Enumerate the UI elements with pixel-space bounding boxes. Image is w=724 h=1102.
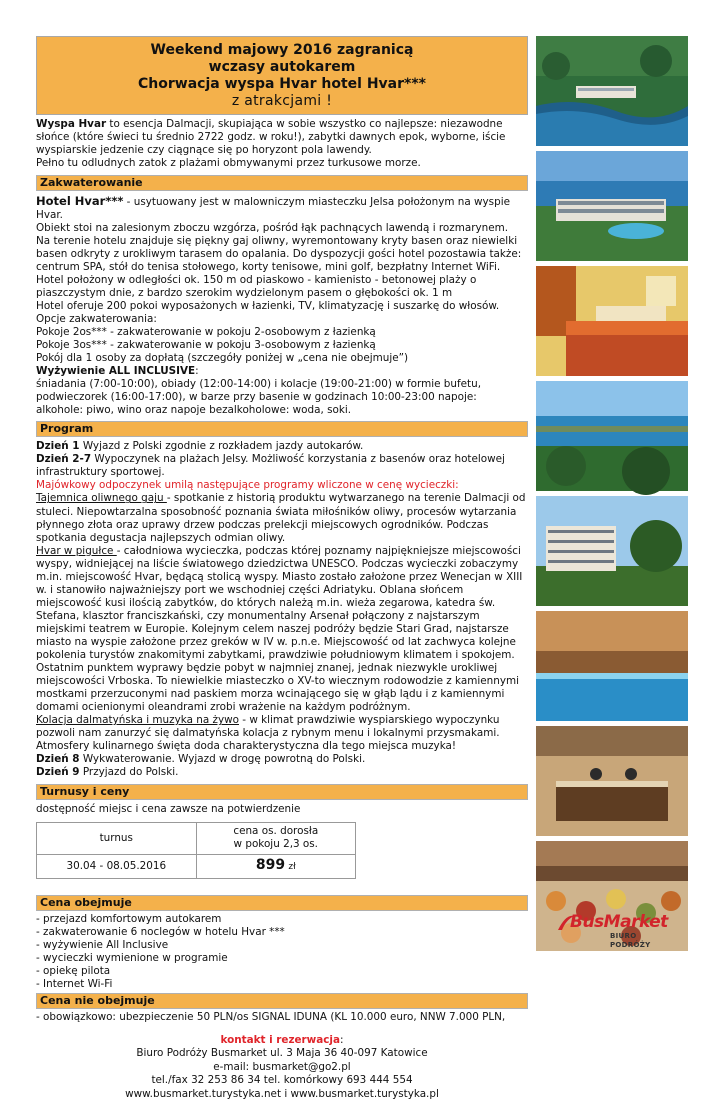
list-item: - Internet Wi-Fi — [36, 977, 113, 990]
day-label: Dzień 1 — [36, 440, 80, 453]
intro-paragraph — [36, 118, 528, 157]
program-heading: Program — [36, 421, 528, 437]
trip-1 — [36, 492, 528, 544]
indoor-pool-image — [536, 611, 688, 721]
accommodation-line: Hotel położony w odległości ok. 150 m od piaskowo - kamienisto - betonowej plaży o piaszczystym dnie, z bardzo szerokim wydzielonym pasem o głębokości ok. 1 m — [36, 273, 477, 299]
hotel-desc: - usytuowany jest w malowniczym miasteczku Jelsa położonym na wyspie Hvar. — [36, 195, 510, 221]
program-day-2-7 — [36, 453, 528, 479]
busmarket-logo — [556, 912, 676, 949]
program-day-8 — [36, 753, 528, 766]
contact-block — [36, 1034, 528, 1102]
trip-title: Tajemnica oliwnego gaju — [36, 492, 167, 505]
accommodation-heading: Zakwaterowanie — [36, 175, 528, 191]
island-aerial-photo — [536, 36, 688, 146]
contact-websites[interactable]: www.busmarket.turystyka.net i www.busmarket.turystyka.pl — [125, 1087, 439, 1100]
title-line-3: Chorwacja wyspa Hvar hotel Hvar*** — [138, 76, 426, 93]
price-table-row — [37, 854, 356, 878]
photo-column — [536, 36, 688, 956]
contact-email[interactable]: e-mail: busmarket@go2.pl — [213, 1060, 351, 1073]
term-cell: 30.04 - 08.05.2016 — [37, 854, 197, 878]
intro-line-2: Pełno tu odludnych zatok z plażami obmywanymi przez turkusowe morze. — [36, 157, 421, 170]
price-value: 899 — [255, 857, 286, 874]
intro-section — [36, 115, 528, 172]
availability-note: dostępność miejsc i cena zawsze na potwierdzenie — [36, 802, 301, 815]
contact-address: Biuro Podróży Busmarket ul. 3 Maja 36 40-097 Katowice — [136, 1047, 428, 1060]
day-text: Wypoczynek na plażach Jelsy. Możliwość korzystania z basenów oraz hotelowej infrastruktury sportowej. — [36, 453, 505, 479]
coast-image — [536, 151, 688, 261]
list-item: - wyżywienie All Inclusive — [36, 938, 169, 951]
trip-2 — [36, 545, 528, 715]
list-item: - obowiązkowo: ubezpieczenie 50 PLN/os SIGNAL IDUNA (KL 10.000 euro, NNW 7.000 PLN, — [36, 1010, 506, 1023]
excludes-heading: Cena nie obejmuje — [36, 993, 528, 1009]
reception-photo — [536, 726, 688, 836]
offer-main-column — [36, 36, 528, 1102]
title-banner — [36, 36, 528, 115]
day-label: Dzień 2-7 — [36, 453, 92, 466]
day-label: Dzień 9 — [36, 766, 80, 779]
day-label: Dzień 8 — [36, 753, 80, 766]
price-header-line-1: cena os. dorosła — [233, 825, 319, 838]
board-line: śniadania (7:00-10:00), obiady (12:00-14:00) i kolacje (19:00-21:00) w formie bufetu, — [36, 378, 481, 391]
title-line-4: z atrakcjami ! — [231, 93, 333, 110]
contact-colon: : — [340, 1033, 344, 1046]
board-line: podwieczorek (16:00-17:00), w barze przy basenie w godzinach 10:00-23:00 napoje: — [36, 391, 477, 404]
prices-section — [36, 800, 528, 881]
accommodation-section — [36, 191, 528, 420]
program-day-9 — [36, 766, 528, 779]
price-table — [36, 822, 356, 879]
accommodation-line: Na terenie hotelu znajduje się piękny gaj oliwny, wyremontowany kryty basen oraz niewielki basen odkryty z urokliwym tarasem do opalania. Do dyspozycji gości hotel pozostawia także: centrum SPA, stół do tenisa stołowego, korty tenisowe, mini golf, bezpłatny Internet WiFi. — [36, 234, 522, 273]
reception-image — [536, 726, 688, 836]
list-item: - opiekę pilota — [36, 964, 111, 977]
intro-text: to esencja Dalmacji, skupiająca w sobie wszystko co najlepsze: niezawodne słońce (które świeci tu średnio 2722 godz. w roku!), zabytki dawnych epok, wyborne, iście wyspiarskie jedzenie czy ciągnące się po horyzont pola lawendy. — [36, 118, 506, 157]
trip-text: - spotkanie z historią produktu wytwarzanego na terenie Dalmacji od stuleci. Niepowtarzalna sposobność poznania świata miłośników oliwy, procesów wytarzania płynnego złota oraz uprawy drzew podczas prelekcji miejscowych ogrodników. Podczas spotkania degustacja najlepszych odmian oliwy. — [36, 492, 526, 544]
hotel-building-photo — [536, 496, 688, 606]
accommodation-line: Pokoje 3os*** - zakwaterowanie w pokoju 3-osobowym z łazienką — [36, 339, 376, 352]
accommodation-line: Obiekt stoi na zalesionym zboczu wzgórza, pośród łąk pachnących lawendą i rozmarynem. — [36, 221, 509, 234]
price-currency: zł — [288, 862, 296, 873]
day-text: Wykwaterowanie. Wyjazd w drogę powrotną do Polski. — [79, 753, 366, 766]
includes-list — [36, 911, 528, 991]
list-item: - wycieczki wymienione w programie — [36, 951, 228, 964]
accommodation-line: Hotel oferuje 200 pokoi wyposażonych w łazienki, TV, klimatyzację i suszarkę do włosów. — [36, 299, 500, 312]
program-day-1 — [36, 440, 528, 453]
trip-text: - w klimat prawdziwie wyspiarskiego wypoczynku pozwoli nam zanurzyć się dalmatyńska kolacja z rybnym menu i lokalnymi przysmakami. — [36, 714, 500, 740]
price-table-header-row — [37, 822, 356, 854]
board-title: Wyżywienie ALL INCLUSIVE: — [36, 365, 199, 378]
list-item: - przejazd komfortowym autokarem — [36, 912, 222, 925]
accommodation-line: Pokój dla 1 osoby za dopłatą (szczegóły poniżej w „cena nie obejmuje”) — [36, 352, 409, 365]
trip-title: Kolacja dalmatyńska i muzyka na żywo — [36, 714, 239, 727]
contact-label-line — [36, 1034, 528, 1048]
board-title-text: Wyżywienie ALL INCLUSIVE — [36, 365, 196, 378]
title-line-1: Weekend majowy 2016 zagranicą — [150, 42, 414, 58]
coast-photo — [536, 151, 688, 261]
sea-view-image — [536, 381, 688, 491]
list-item: - zakwaterowanie 6 noclegów w hotelu Hvar *** — [36, 925, 285, 938]
trip-3-extra: Atmosfery kulinarnego święta doda charakterystyczna dla tego miejsca muzyka! — [36, 740, 457, 753]
island-aerial-image — [536, 36, 688, 146]
price-header-line-2: w pokoju 2,3 os. — [233, 838, 318, 851]
accommodation-line: Pokoje 2os*** - zakwaterowanie w pokoju 2-osobowym z łazienką — [36, 325, 376, 338]
intro-bold: Wyspa Hvar — [36, 118, 107, 131]
day-text: Przyjazd do Polski. — [79, 766, 179, 779]
hotel-room-photo — [536, 266, 688, 376]
excludes-list — [36, 1009, 528, 1024]
contact-phone: tel./fax 32 253 86 34 tel. komórkowy 693 444 554 — [151, 1074, 413, 1087]
program-red-note: Majówkowy odpoczynek umilą następujące programy wliczone w cenę wycieczki: — [36, 479, 459, 492]
hotel-name: Hotel Hvar*** — [36, 193, 124, 208]
sea-view-photo — [536, 381, 688, 491]
price-cell — [196, 854, 355, 878]
logo-tagline: BIURO PODRÓŻY — [610, 932, 651, 949]
accommodation-line: Opcje zakwaterowania: — [36, 312, 157, 325]
board-line: alkohole: piwo, wino oraz napoje bezalkoholowe: woda, soki. — [36, 404, 352, 417]
trip-3 — [36, 714, 528, 740]
day-text: Wyjazd z Polski zgodnie z rozkładem jazdy autokarów. — [79, 440, 364, 453]
hotel-building-image — [536, 496, 688, 606]
trip-text: - całodniowa wycieczka, podczas której poznamy najpiękniejsze miejscowości wyspy, widniejącej na liście światowego dziedzictwa UNESCO. Podczas wycieczki zobaczymy m.in. miejscowość Hvar, będącą stolicą wyspy. Miasto zostało założone przez Wenecjan w XIII w. i stanowiło najważniejszy port we wschodniej części Adriatyku. Oblana słońcem miejscowość kusi ilością zabytków, do których należą m.in. wieża zegarowa, katedra św. Stefana, klasztor franciszkański, czy monumentalny Arsenał połączony z najstarszym miejskimi teatrem w Europie. Kolejnym celem naszej podróży będzie Stari Grad, najstarsze miasto na wyspie założone przez greków w IV w. p.n.e. Miejscowość od lat zachwyca kolejne pokolenia turystów znakomitymi zabytkami, prawdziwie południowym klimatem i spokojem. Ostatnim punktem wyprawy będzie pobyt w najmniej znanej, jednak niezwykle urokliwej miejscowości Vrboska. To niewielkie miasteczko o XV-to wiecznym rodowodzie z kamiennymi mostkami przerzuconymi nad paskiem morza wcinającego się w głąb lądu i z kamiennymi domami ocienionymi oleandrami zrobi wrażenie na każdym podróżnym. — [36, 544, 523, 714]
price-col-price-header — [196, 822, 355, 854]
title-line-2: wczasy autokarem — [208, 59, 356, 76]
program-section — [36, 437, 528, 781]
indoor-pool-photo — [536, 611, 688, 721]
hotel-intro — [36, 194, 528, 222]
contact-label: kontakt i rezerwacja — [220, 1033, 341, 1046]
prices-heading: Turnusy i ceny — [36, 784, 528, 800]
logo-name: BusMarket — [570, 912, 668, 932]
includes-heading: Cena obejmuje — [36, 895, 528, 911]
hotel-room-image — [536, 266, 688, 376]
trip-title: Hvar w pigułce — [36, 544, 117, 557]
price-col-term-header: turnus — [37, 822, 197, 854]
